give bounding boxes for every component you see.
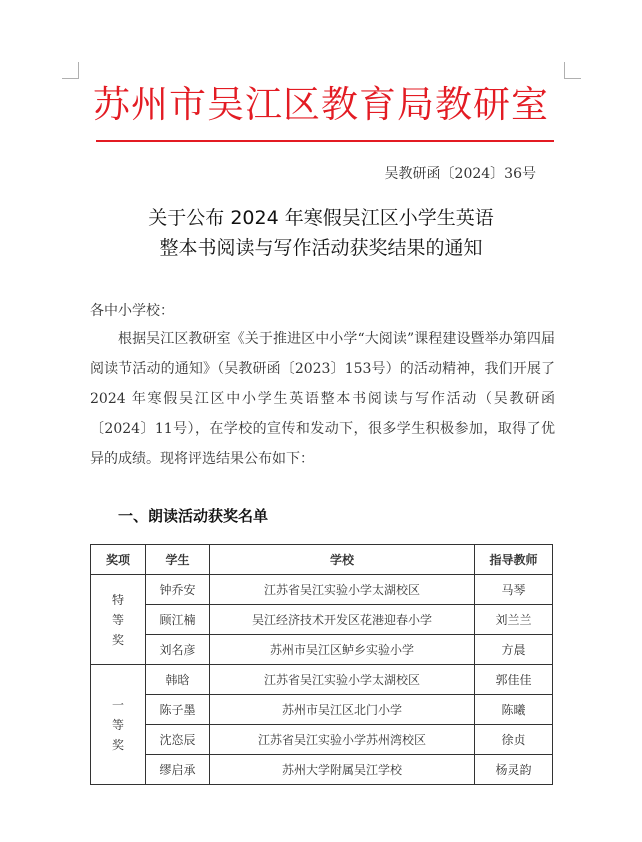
student-cell: 刘名彦 [146,635,210,665]
header-student: 学生 [146,545,210,575]
salutation: 各中小学校： [90,303,174,319]
award-char: 特 [111,592,124,607]
teacher-cell: 杨灵韵 [475,755,553,785]
student-cell: 钟乔安 [146,575,210,605]
award-char: 一 [111,697,124,712]
teacher-cell: 马琴 [475,575,553,605]
table-row [91,695,553,725]
table-row [91,575,553,605]
award-cell-first [91,665,146,785]
award-cell-special [91,575,146,665]
table-row [91,605,553,635]
letterhead-title: 苏州市吴江区教育局教研室 [93,83,549,126]
teacher-cell: 刘兰兰 [475,605,553,635]
school-cell: 吴江经济技术开发区花港迎春小学 [210,605,475,635]
section-heading-reading: 一、朗读活动获奖名单 [118,507,269,525]
table-row [91,755,553,785]
student-cell: 陈子墨 [146,695,210,725]
table-row [91,725,553,755]
award-char: 等 [111,717,124,732]
header-school: 学校 [210,545,475,575]
document-title-line-1: 关于公布 2024 年寒假吴江区小学生英语 [148,207,494,229]
school-cell: 苏州市吴江区北门小学 [210,695,475,725]
header-award: 奖项 [91,545,146,575]
document-number: 吴教研函〔2024〕36号 [384,166,536,182]
table-row [91,665,553,695]
body-paragraph: 根据吴江区教研室《关于推进区中小学“大阅读”课程建设暨举办第四届阅读节活动的通知》（吴教研函〔2023〕153号）的活动精神，我们开展了 2024 年寒假吴江区中小学生英语整本书阅读与写作活动（吴教研函〔2024〕11号），在学校的宣传和发动下，很多学生积极参加，取得了优异的成绩。现将评选结果公布如下： [90,331,555,467]
letterhead-red-rule [96,140,554,142]
award-char: 奖 [111,632,124,647]
award-char: 奖 [111,737,124,752]
award-char: 等 [111,612,124,627]
teacher-cell: 徐贞 [475,725,553,755]
school-cell: 苏州市吴江区鲈乡实验小学 [210,635,475,665]
table-row [91,635,553,665]
document-title-line-2: 整本书阅读与写作活动获奖结果的通知 [159,237,483,259]
school-cell: 苏州大学附属吴江学校 [210,755,475,785]
awards-table [90,544,553,785]
school-cell: 江苏省吴江实验小学苏州湾校区 [210,725,475,755]
teacher-cell: 方晨 [475,635,553,665]
teacher-cell: 郭佳佳 [475,665,553,695]
student-cell: 韩晗 [146,665,210,695]
header-teacher: 指导教师 [475,545,553,575]
table-header-row [91,545,553,575]
school-cell: 江苏省吴江实验小学太湖校区 [210,665,475,695]
school-cell: 江苏省吴江实验小学太湖校区 [210,575,475,605]
teacher-cell: 陈曦 [475,695,553,725]
student-cell: 顾江楠 [146,605,210,635]
document-title [0,203,642,263]
student-cell: 沈恣辰 [146,725,210,755]
student-cell: 缪启承 [146,755,210,785]
